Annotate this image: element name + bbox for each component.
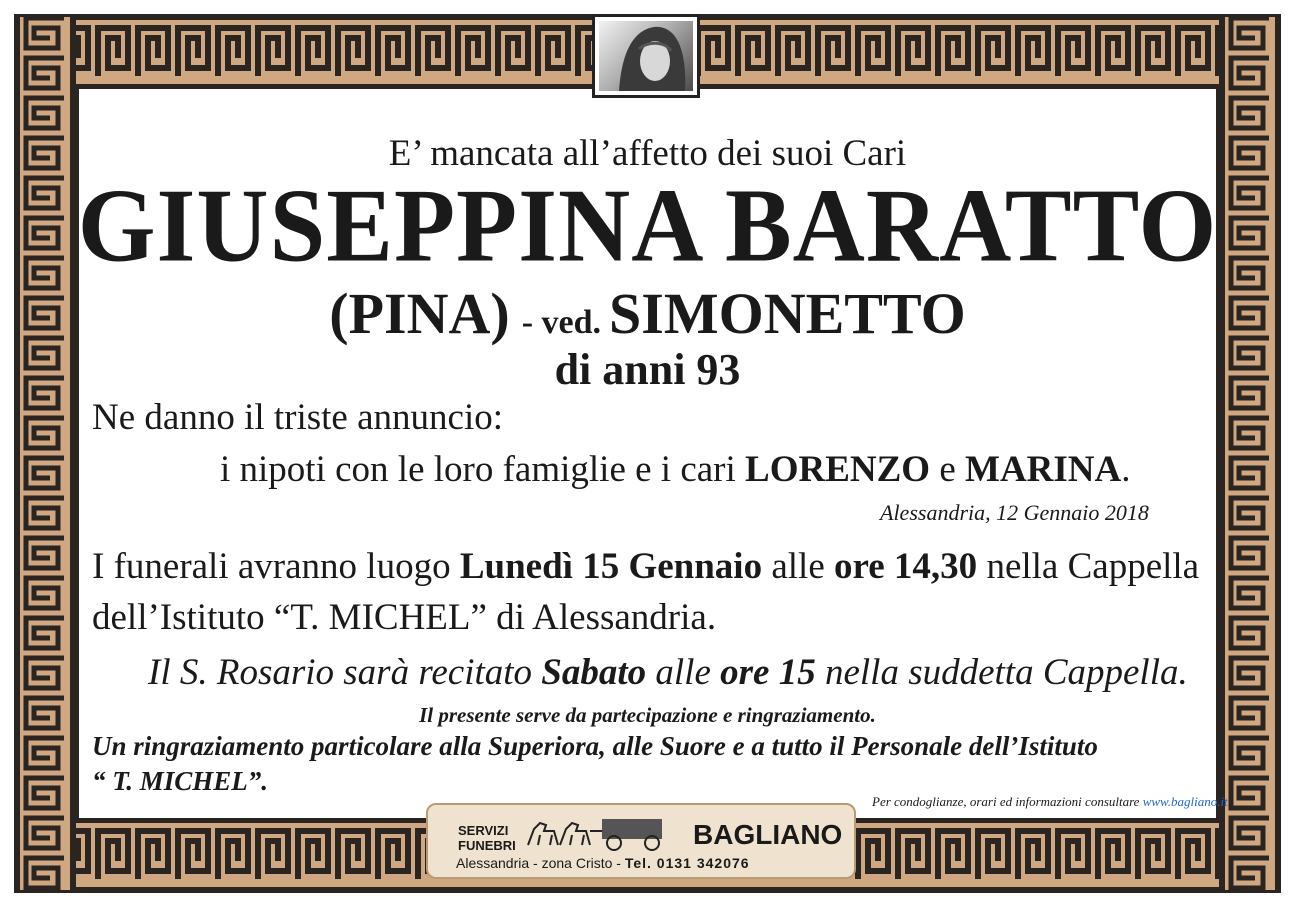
rosary-time: ore 15 bbox=[720, 652, 816, 693]
family-mid: e bbox=[930, 449, 966, 490]
intro-line: E’ mancata all’affetto dei suoi Cari bbox=[388, 133, 907, 174]
participation-line: Il presente serve da partecipazione e ringraziamento. bbox=[419, 703, 876, 727]
rosary-line bbox=[148, 651, 1188, 694]
funeral-home-phone: Tel. 0131 342076 bbox=[624, 855, 750, 871]
dateline: Alessandria, 12 Gennaio 2018 bbox=[880, 500, 1149, 525]
funeral-line-2: dell’Istituto “T. MICHEL” di Alessandria. bbox=[92, 597, 717, 638]
funebri-label: FUNEBRI bbox=[458, 838, 516, 853]
funeral-home-plaque bbox=[426, 803, 856, 879]
thanks-line-2: “ T. MICHEL”. bbox=[92, 766, 269, 796]
funeral-day: Lunedì 15 Gennaio bbox=[459, 546, 763, 587]
funeral-home-address: Alessandria - zona Cristo - bbox=[456, 855, 625, 871]
rosary-post: nella suddetta Cappella. bbox=[815, 652, 1188, 693]
condolences-note bbox=[872, 794, 1228, 810]
funeral-line-1 bbox=[92, 545, 1199, 588]
madonna-portrait-icon bbox=[592, 14, 700, 98]
family-pre: i nipoti con le loro famiglie e i cari bbox=[220, 449, 746, 490]
family-line bbox=[220, 448, 1130, 491]
nickname-line bbox=[0, 280, 1295, 347]
rosary-mid: alle bbox=[646, 652, 721, 693]
rosary-pre: Il S. Rosario sarà recitato bbox=[148, 652, 542, 693]
nickname: (PINA) bbox=[329, 281, 510, 346]
horse-carriage-icon bbox=[524, 811, 684, 851]
servizi-label: SERVIZI bbox=[458, 823, 509, 838]
rosary-day: Sabato bbox=[541, 652, 647, 693]
announce-label: Ne danno il triste annuncio: bbox=[92, 397, 504, 438]
married-name: SIMONETTO bbox=[609, 281, 966, 346]
funeral-pre: I funerali avranno luogo bbox=[92, 546, 460, 587]
condolences-link[interactable]: www.bagliano.it bbox=[1142, 794, 1228, 809]
age-line: di anni 93 bbox=[554, 345, 741, 394]
family-name-1: LORENZO bbox=[745, 449, 931, 490]
deceased-name: GIUSEPPINA BARATTO bbox=[77, 167, 1218, 284]
family-name-2: MARINA bbox=[965, 449, 1122, 490]
plaque-services bbox=[458, 823, 516, 853]
funeral-home-name: BAGLIANO bbox=[693, 819, 843, 850]
widow-label: - ved. bbox=[521, 304, 602, 341]
family-end: . bbox=[1121, 449, 1131, 490]
funeral-mid: alle bbox=[762, 546, 834, 587]
funeral-post: nella Cappella bbox=[977, 546, 1200, 587]
thanks-line-1: Un ringraziamento particolare alla Superiora, alle Suore e a tutto il Personale dell’Istituto bbox=[92, 731, 1098, 761]
funeral-home-contact bbox=[456, 855, 750, 871]
condolences-text: Per condoglianze, orari ed informazioni consultare bbox=[872, 794, 1143, 809]
funeral-time: ore 14,30 bbox=[834, 546, 978, 587]
